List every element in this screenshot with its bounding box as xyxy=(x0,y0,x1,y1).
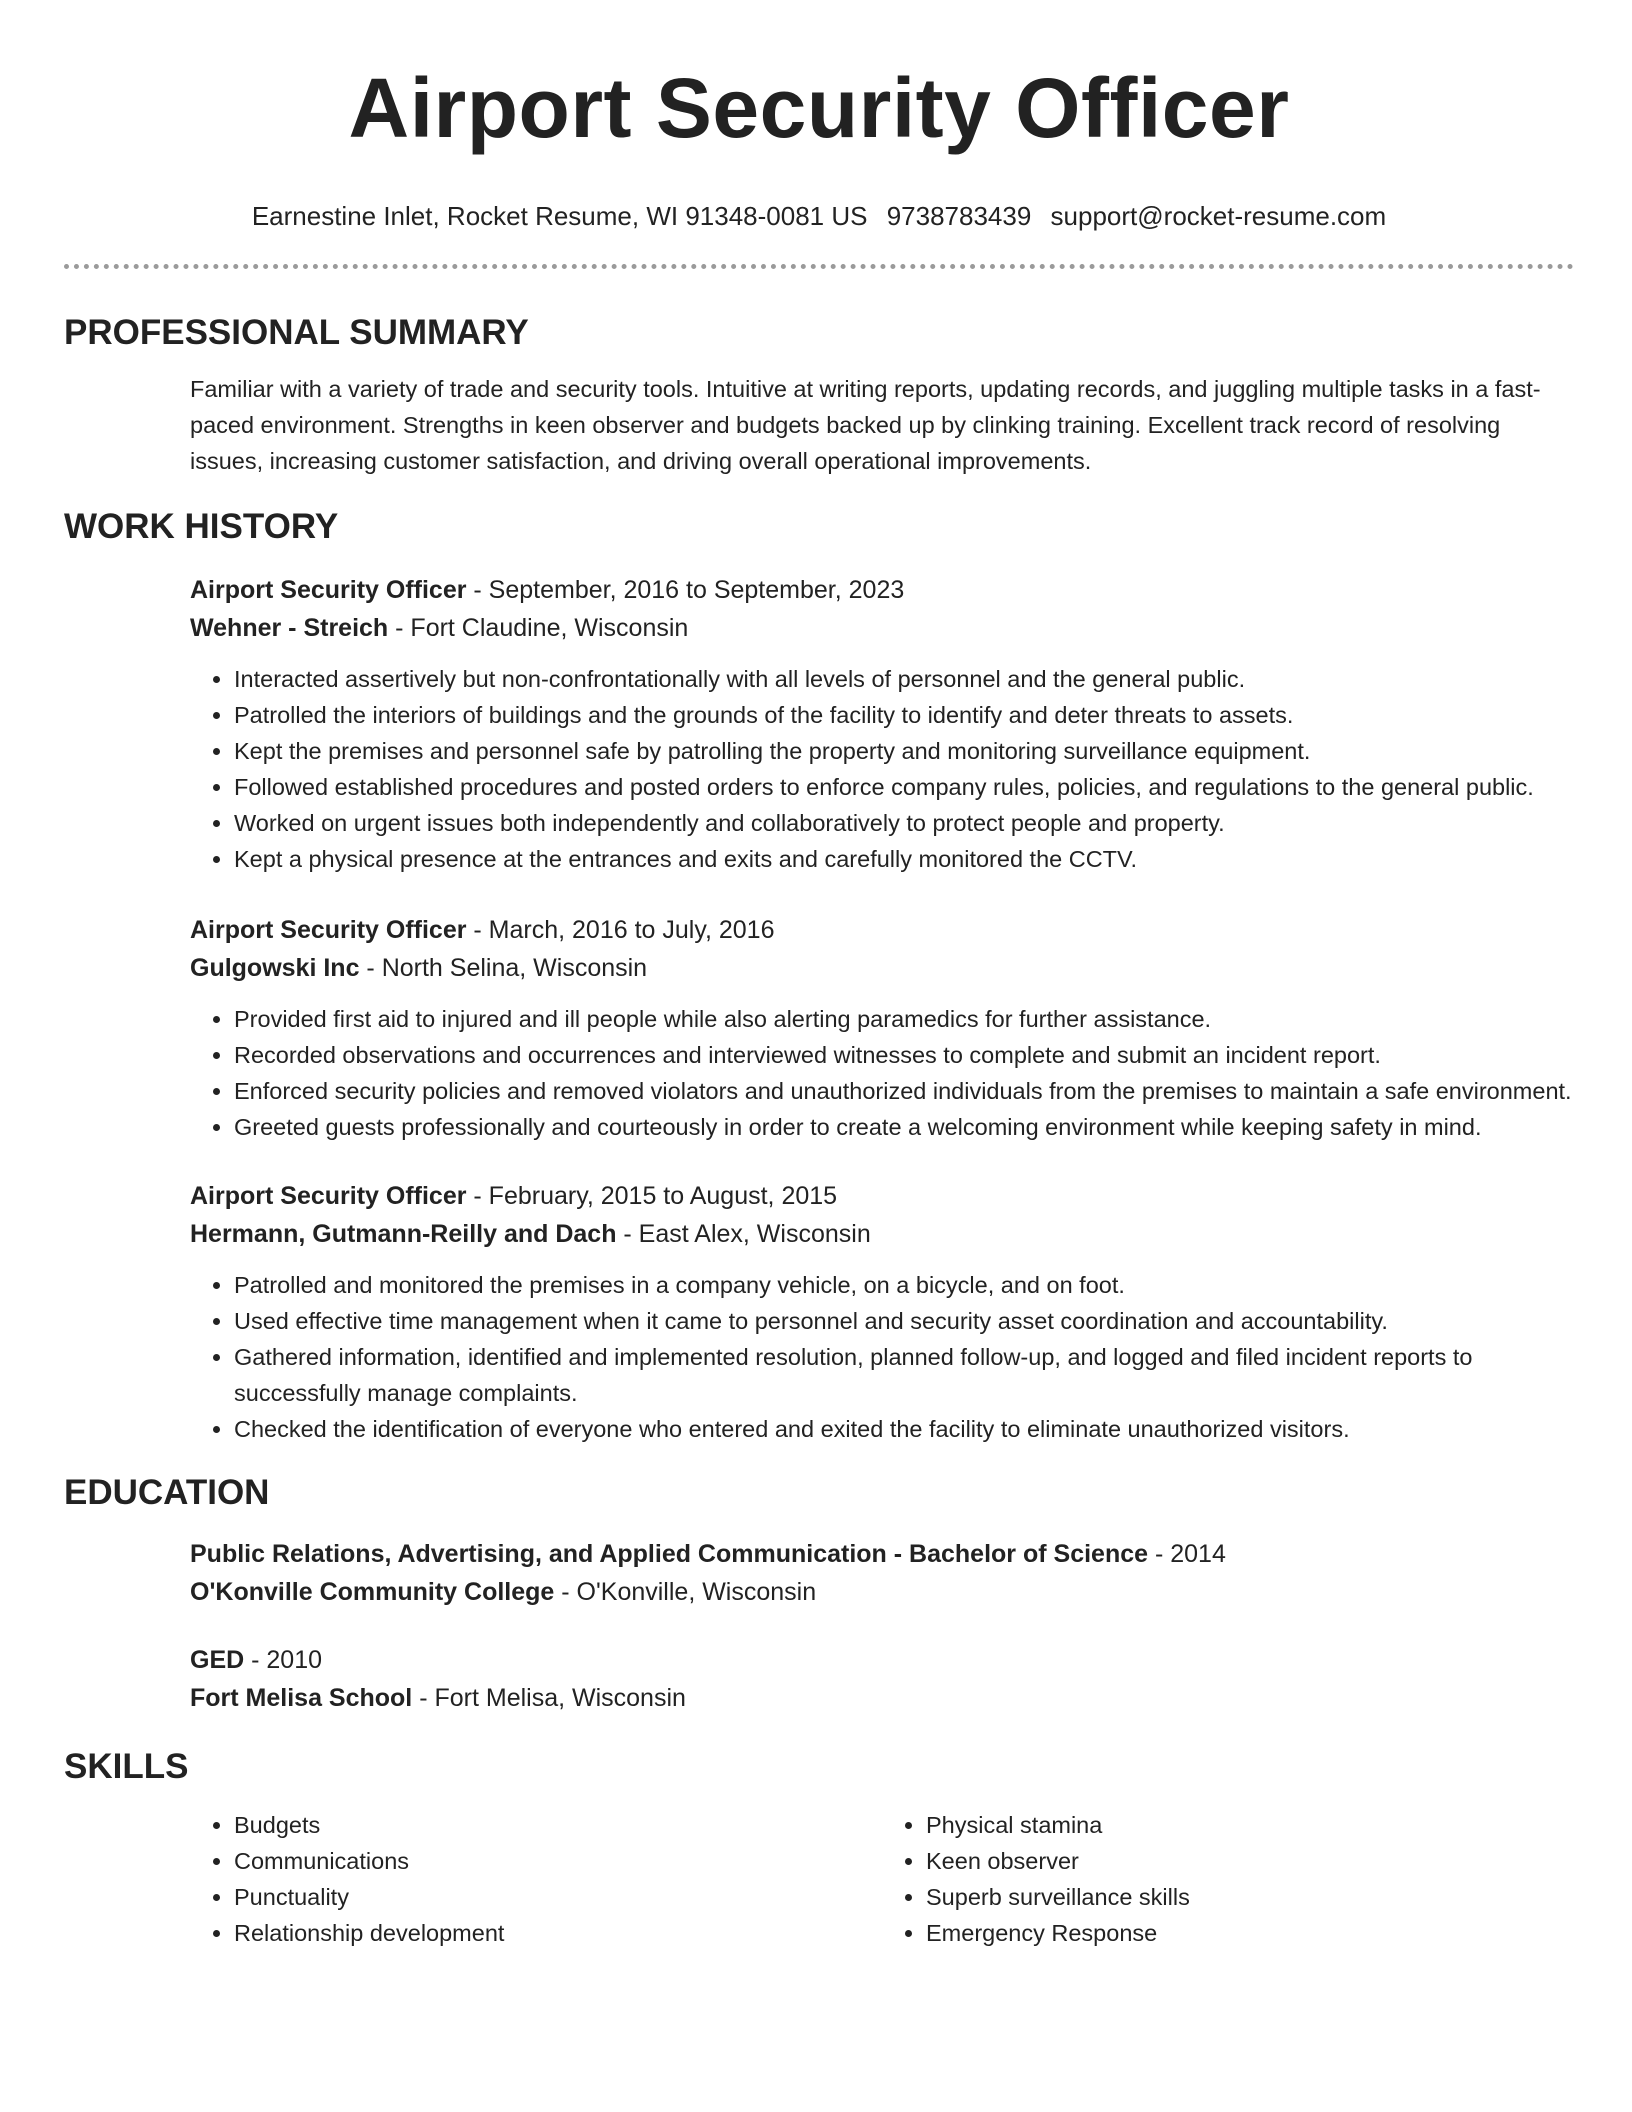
education-school: O'Konville Community College xyxy=(190,1578,555,1606)
skills-list-left xyxy=(190,1807,882,1951)
education-location: - Fort Melisa, Wisconsin xyxy=(412,1684,686,1712)
job-duty: • Interacted assertively but non-confrontationally with all levels of personnel and the general public. xyxy=(234,661,1574,697)
job-title-line xyxy=(190,571,1574,609)
skill-item: • Budgets xyxy=(234,1807,882,1843)
education-degree: GED xyxy=(190,1646,245,1674)
education-entry xyxy=(190,1641,1574,1717)
contact-email: support@rocket-resume.com xyxy=(1050,201,1387,231)
job-dates: - September, 2016 to September, 2023 xyxy=(466,576,905,604)
job-duties-list xyxy=(190,661,1574,877)
job-duty: • Greeted guests professionally and courteously in order to create a welcoming environment while keeping safety in mind. xyxy=(234,1109,1574,1145)
job-duty: • Checked the identification of everyone who entered and exited the facility to eliminate unauthorized visitors. xyxy=(234,1411,1574,1447)
work-history-heading: WORK HISTORY xyxy=(64,507,339,546)
job-company: Hermann, Gutmann-Reilly and Dach xyxy=(190,1220,617,1248)
education-heading: EDUCATION xyxy=(64,1473,270,1512)
job-dates: - March, 2016 to July, 2016 xyxy=(466,916,775,944)
education-location: - O'Konville, Wisconsin xyxy=(554,1578,817,1606)
job-company: Gulgowski Inc xyxy=(190,954,360,982)
job-role: Airport Security Officer xyxy=(190,916,467,944)
job-duties-list xyxy=(190,1267,1574,1447)
summary-heading: PROFESSIONAL SUMMARY xyxy=(64,313,529,352)
skill-item: • Physical stamina xyxy=(926,1807,1574,1843)
job-duties-list xyxy=(190,1001,1574,1145)
education-school-line xyxy=(190,1679,1574,1717)
skills-heading: SKILLS xyxy=(64,1747,189,1786)
job-dates: - February, 2015 to August, 2015 xyxy=(466,1182,838,1210)
job-company-line xyxy=(190,1215,1574,1253)
job-duty: • Followed established procedures and posted orders to enforce company rules, policies, and regulations to the general public. xyxy=(234,769,1574,805)
education-school: Fort Melisa School xyxy=(190,1684,413,1712)
education-year: - 2010 xyxy=(244,1646,323,1674)
summary-text: Familiar with a variety of trade and security tools. Intuitive at writing reports, updating records, and juggling multiple tasks in a fast-paced environment. Strengths in keen observer and budgets backed up by clinking training. Excellent track record of resolving issues, increasing customer satisfaction, and driving overall operational improvements. xyxy=(190,376,1541,474)
skill-item: • Emergency Response xyxy=(926,1915,1574,1951)
skills-list-right xyxy=(882,1807,1574,1951)
education-degree: Public Relations, Advertising, and Applied Communication - Bachelor of Science xyxy=(190,1540,1149,1568)
contact-line xyxy=(64,200,1574,232)
job-duty: • Used effective time management when it came to personnel and security asset coordination and accountability. xyxy=(234,1303,1574,1339)
education-degree-line xyxy=(190,1535,1574,1573)
job-location: - North Selina, Wisconsin xyxy=(359,954,648,982)
job-location: - Fort Claudine, Wisconsin xyxy=(388,614,689,642)
job-duty: • Gathered information, identified and implemented resolution, planned follow-up, and logged and filed incident reports to successfully manage complaints. xyxy=(234,1339,1574,1411)
job-role: Airport Security Officer xyxy=(190,576,467,604)
skill-item: • Keen observer xyxy=(926,1843,1574,1879)
job-role: Airport Security Officer xyxy=(190,1182,467,1210)
job-title-line xyxy=(190,1177,1574,1215)
job-duty: • Patrolled the interiors of buildings and the grounds of the facility to identify and deter threats to assets. xyxy=(234,697,1574,733)
contact-address: Earnestine Inlet, Rocket Resume, WI 91348-0081 US xyxy=(251,201,868,231)
job-location: - East Alex, Wisconsin xyxy=(616,1220,871,1248)
contact-phone: 9738783439 xyxy=(886,201,1032,231)
resume-page xyxy=(64,0,1574,1951)
education-degree-line xyxy=(190,1641,1574,1679)
job-duty: • Recorded observations and occurrences and interviewed witnesses to complete and submit an incident report. xyxy=(234,1037,1574,1073)
job-duty: • Enforced security policies and removed violators and unauthorized individuals from the premises to maintain a safe environment. xyxy=(234,1073,1574,1109)
job-entry xyxy=(190,911,1574,1145)
job-duty: • Patrolled and monitored the premises in a company vehicle, on a bicycle, and on foot. xyxy=(234,1267,1574,1303)
skill-item: • Relationship development xyxy=(234,1915,882,1951)
job-company: Wehner - Streich xyxy=(190,614,389,642)
job-duty: • Worked on urgent issues both independently and collaboratively to protect people and property. xyxy=(234,805,1574,841)
job-title-line xyxy=(190,911,1574,949)
job-company-line xyxy=(190,949,1574,987)
skill-item: • Communications xyxy=(234,1843,882,1879)
education-school-line xyxy=(190,1573,1574,1611)
resume-title: Airport Security Officer xyxy=(348,61,1290,155)
job-entry xyxy=(190,571,1574,877)
education-year: - 2014 xyxy=(1148,1540,1226,1568)
job-entry xyxy=(190,1177,1574,1447)
header-divider xyxy=(64,264,1574,269)
skill-item: • Superb surveillance skills xyxy=(926,1879,1574,1915)
skill-item: • Punctuality xyxy=(234,1879,882,1915)
job-duty: • Provided first aid to injured and ill people while also alerting paramedics for further assistance. xyxy=(234,1001,1574,1037)
skills-columns xyxy=(190,1807,1574,1951)
job-duty: • Kept a physical presence at the entrances and exits and carefully monitored the CCTV. xyxy=(234,841,1574,877)
education-entry xyxy=(190,1535,1574,1611)
job-company-line xyxy=(190,609,1574,647)
job-duty: • Kept the premises and personnel safe by patrolling the property and monitoring surveillance equipment. xyxy=(234,733,1574,769)
